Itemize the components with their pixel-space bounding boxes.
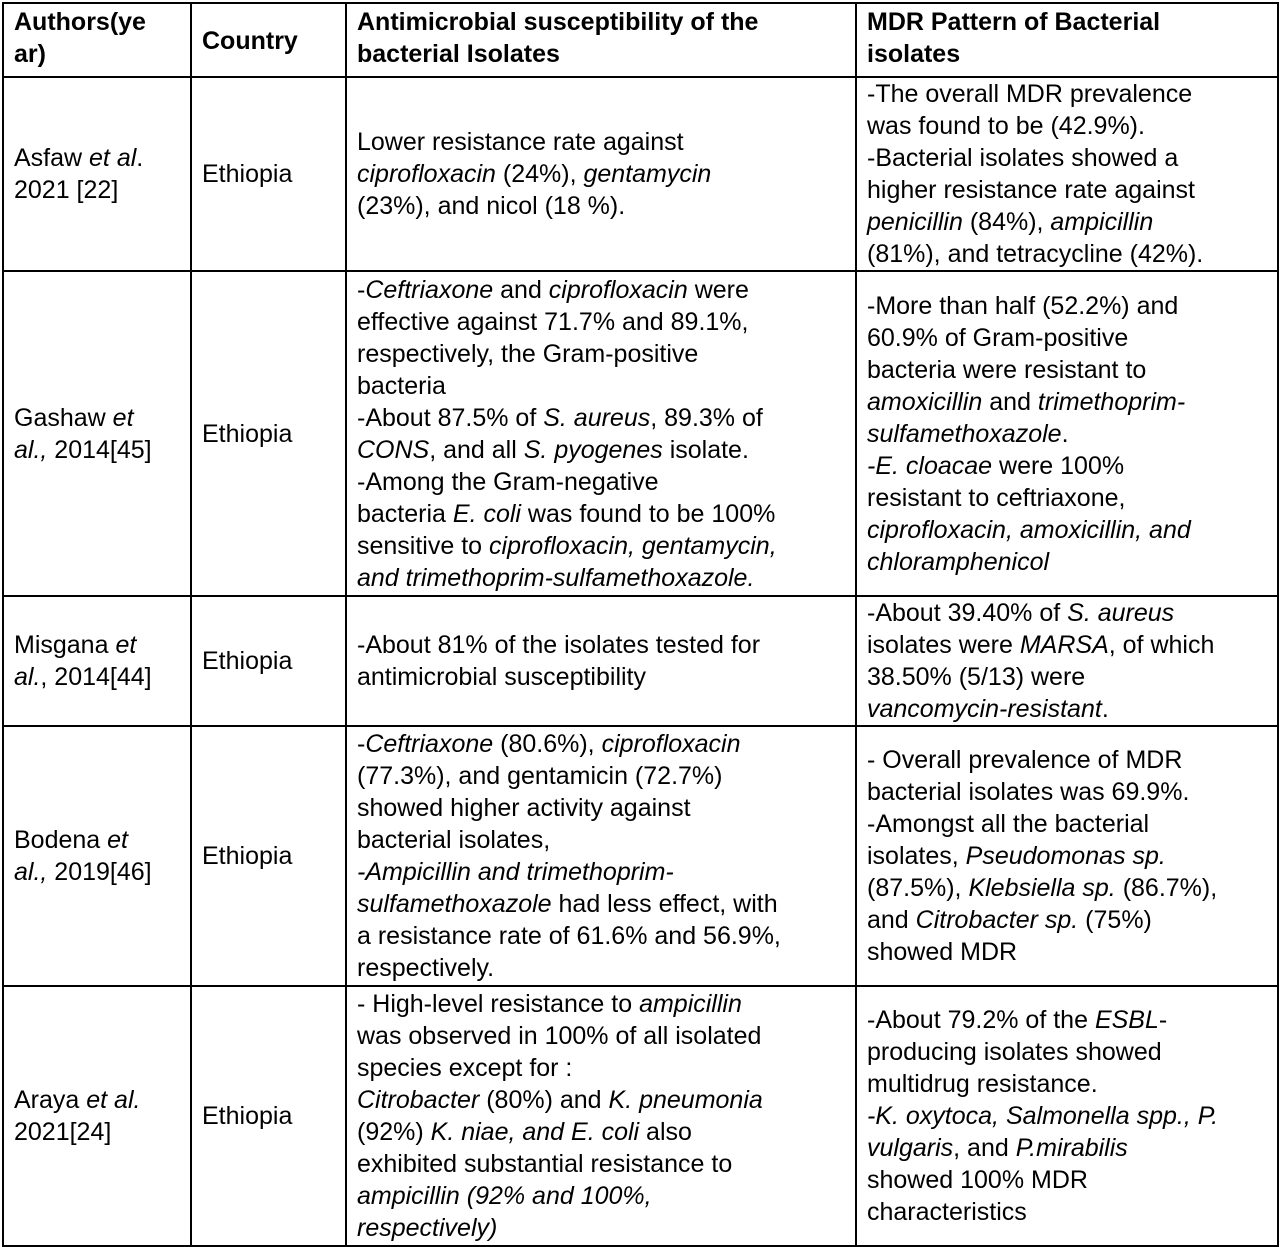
text-run: et bbox=[112, 403, 134, 432]
text-run: -E. cloacae bbox=[867, 451, 993, 480]
text-run: Citrobacter bbox=[357, 1086, 480, 1114]
text-run: et bbox=[107, 826, 128, 854]
mdr-cell bbox=[856, 77, 1278, 271]
mdr-line bbox=[867, 482, 1273, 514]
mdr-line bbox=[867, 386, 1273, 418]
mdr-line bbox=[867, 450, 1273, 482]
text-run: (80%) and bbox=[479, 1086, 609, 1114]
country-cell bbox=[191, 596, 346, 726]
mdr-cell bbox=[856, 596, 1278, 726]
text-run: , and bbox=[953, 1134, 1016, 1162]
mdr-line bbox=[867, 693, 1273, 725]
text-run: penicillin bbox=[867, 208, 963, 236]
text-run: ciprofloxacin, amoxicillin, and bbox=[867, 515, 1191, 544]
text-run: -K. oxytoca, Salmonella spp., P. bbox=[867, 1102, 1219, 1130]
text-run: , 2014[44] bbox=[40, 663, 152, 691]
mdr-cell bbox=[856, 726, 1278, 986]
authors-line bbox=[14, 434, 186, 466]
text-run: et bbox=[115, 631, 137, 659]
text-run: Bodena bbox=[14, 826, 108, 854]
text-run: (80.6%), bbox=[493, 730, 602, 758]
text-run: Asfaw bbox=[14, 144, 90, 172]
susceptibility-line bbox=[357, 1116, 851, 1148]
text-run: (75%) bbox=[1078, 906, 1152, 934]
authors-line bbox=[14, 142, 186, 174]
text-run: amoxicillin bbox=[867, 387, 983, 416]
text-run: Araya bbox=[14, 1086, 87, 1114]
text-run: Misgana bbox=[14, 631, 116, 659]
authors-line bbox=[14, 856, 186, 888]
header-mdr-line: MDR Pattern of Bacterial bbox=[867, 8, 1161, 36]
mdr-line bbox=[867, 514, 1273, 546]
susceptibility-line bbox=[357, 338, 851, 370]
mdr-line bbox=[867, 597, 1273, 629]
header-row bbox=[3, 3, 1278, 77]
mdr-line bbox=[867, 322, 1273, 354]
susceptibility-line bbox=[357, 856, 851, 888]
mdr-cell bbox=[856, 986, 1278, 1246]
header-authors-line: ar) bbox=[14, 40, 46, 68]
text-run: characteristics bbox=[867, 1198, 1027, 1226]
header-authors-line: Authors(ye bbox=[14, 8, 146, 36]
authors-cell bbox=[3, 986, 191, 1246]
text-run: S. pyogenes bbox=[523, 435, 663, 464]
mdr-line bbox=[867, 238, 1273, 270]
text-run: was found to be (42.9%). bbox=[867, 112, 1145, 140]
mdr-line bbox=[867, 904, 1273, 936]
susceptibility-line bbox=[357, 1084, 851, 1116]
mdr-line bbox=[867, 872, 1273, 904]
text-run: ampicillin bbox=[639, 990, 742, 1018]
text-run: respectively) bbox=[357, 1214, 498, 1242]
susceptibility-line bbox=[357, 402, 851, 434]
mdr-line bbox=[867, 629, 1273, 661]
text-run: -Bacterial isolates showed a bbox=[867, 144, 1179, 172]
country-value: Ethiopia bbox=[202, 1102, 293, 1130]
text-run: 2014[45] bbox=[47, 435, 152, 464]
susceptibility-line bbox=[357, 988, 851, 1020]
susceptibility-line bbox=[357, 1180, 851, 1212]
text-run: -About 39.40% of bbox=[867, 599, 1068, 627]
susceptibility-cell bbox=[346, 77, 856, 271]
text-run: Lower resistance rate against bbox=[357, 128, 684, 156]
text-run: trimethoprim- bbox=[1037, 387, 1186, 416]
authors-cell bbox=[3, 596, 191, 726]
text-run: , of which bbox=[1108, 631, 1215, 659]
mdr-line bbox=[867, 110, 1273, 142]
susceptibility-line bbox=[357, 306, 851, 338]
header-mdr bbox=[856, 3, 1278, 77]
text-run: (86.7%), bbox=[1115, 874, 1218, 902]
susceptibility-line bbox=[357, 466, 851, 498]
text-run: bacteria bbox=[357, 499, 453, 528]
header-susceptibility bbox=[346, 3, 856, 77]
authors-cell bbox=[3, 271, 191, 596]
susceptibility-line bbox=[357, 274, 851, 306]
text-run: ciprofloxacin bbox=[601, 730, 741, 758]
text-run: and bbox=[493, 275, 549, 304]
text-run: . bbox=[1101, 695, 1109, 723]
susceptibility-cell bbox=[346, 726, 856, 986]
text-run: , and all bbox=[429, 435, 524, 464]
text-run: producing isolates showed bbox=[867, 1038, 1162, 1066]
text-run: ampicillin bbox=[1050, 208, 1154, 236]
text-run: ampicillin (92% and 100%, bbox=[357, 1182, 652, 1210]
text-run: Citrobacter sp. bbox=[915, 906, 1079, 934]
country-cell bbox=[191, 77, 346, 271]
text-run: (81%), and tetracycline (42%). bbox=[867, 240, 1204, 268]
header-country bbox=[191, 3, 346, 77]
text-run: exhibited substantial resistance to bbox=[357, 1150, 733, 1178]
text-run: sulfamethoxazole bbox=[357, 890, 552, 918]
susceptibility-line bbox=[357, 158, 851, 190]
text-run: isolates were bbox=[867, 631, 1020, 659]
text-run: 2019[46] bbox=[47, 858, 152, 886]
susceptibility-cell bbox=[346, 596, 856, 726]
susceptibility-line bbox=[357, 952, 851, 984]
table-body bbox=[3, 77, 1278, 1246]
text-run: and bbox=[867, 906, 916, 934]
text-run: (24%), bbox=[495, 160, 584, 188]
text-run: isolate. bbox=[662, 435, 749, 464]
text-run: sulfamethoxazole bbox=[867, 419, 1062, 448]
susceptibility-line bbox=[357, 498, 851, 530]
susceptibility-line bbox=[357, 888, 851, 920]
text-run: (84%), bbox=[962, 208, 1051, 236]
text-run: K. niae, and E. coli bbox=[430, 1118, 640, 1146]
susceptibility-line bbox=[357, 562, 851, 594]
country-cell bbox=[191, 726, 346, 986]
text-run: 38.50% (5/13) were bbox=[867, 663, 1086, 691]
text-run: bacterial isolates was 69.9%. bbox=[867, 778, 1190, 806]
text-run: species except for : bbox=[357, 1054, 573, 1082]
mdr-line bbox=[867, 1100, 1273, 1132]
review-table bbox=[2, 2, 1279, 1247]
authors-line bbox=[14, 174, 186, 206]
text-run: - bbox=[357, 730, 366, 758]
text-run: E. coli bbox=[452, 499, 521, 528]
authors-line bbox=[14, 1116, 186, 1148]
susceptibility-cell bbox=[346, 986, 856, 1246]
text-run: S. aureus bbox=[1067, 599, 1175, 627]
susceptibility-line bbox=[357, 760, 851, 792]
header-susceptibility-line: bacterial Isolates bbox=[357, 40, 560, 68]
text-run: . bbox=[136, 144, 144, 172]
header-authors bbox=[3, 3, 191, 77]
mdr-line bbox=[867, 206, 1273, 238]
table-row bbox=[3, 596, 1278, 726]
country-value: Ethiopia bbox=[202, 647, 293, 675]
text-run: was observed in 100% of all isolated bbox=[357, 1022, 762, 1050]
susceptibility-line bbox=[357, 1020, 851, 1052]
mdr-line bbox=[867, 808, 1273, 840]
mdr-line bbox=[867, 354, 1273, 386]
authors-cell bbox=[3, 726, 191, 986]
text-run: (92%) bbox=[357, 1118, 431, 1146]
text-run: bacteria bbox=[357, 371, 446, 400]
text-run: Gashaw bbox=[14, 403, 113, 432]
text-run: had less effect, with bbox=[551, 890, 778, 918]
susceptibility-cell bbox=[346, 271, 856, 596]
text-run: -Among the Gram-negative bbox=[357, 467, 659, 496]
header-country-label: Country bbox=[202, 27, 298, 55]
text-run: showed 100% MDR bbox=[867, 1166, 1088, 1194]
susceptibility-line bbox=[357, 126, 851, 158]
text-run: . bbox=[1061, 419, 1069, 448]
mdr-line bbox=[867, 1164, 1273, 1196]
text-run: 2021 [22] bbox=[14, 176, 119, 204]
mdr-line bbox=[867, 840, 1273, 872]
text-run: 2021[24] bbox=[14, 1118, 112, 1146]
susceptibility-line bbox=[357, 1148, 851, 1180]
text-run: antimicrobial susceptibility bbox=[357, 663, 647, 691]
susceptibility-line bbox=[357, 434, 851, 466]
text-run: sensitive to bbox=[357, 531, 490, 560]
text-run: -About 79.2% of the bbox=[867, 1006, 1095, 1034]
text-run: S. aureus bbox=[543, 403, 651, 432]
text-run: ESBL bbox=[1094, 1006, 1159, 1034]
text-run: and trimethoprim-sulfamethoxazole. bbox=[357, 563, 755, 592]
text-run: Klebsiella sp. bbox=[968, 874, 1116, 902]
text-run: -About 81% of the isolates tested for bbox=[357, 631, 761, 659]
country-value: Ethiopia bbox=[202, 842, 293, 870]
susceptibility-line bbox=[357, 190, 851, 222]
text-run: - High-level resistance to bbox=[357, 990, 640, 1018]
text-run: bacteria were resistant to bbox=[867, 355, 1147, 384]
text-run: K. pneumonia bbox=[608, 1086, 763, 1114]
susceptibility-line bbox=[357, 920, 851, 952]
table-row bbox=[3, 77, 1278, 271]
header-susceptibility-line: Antimicrobial susceptibility of the bbox=[357, 8, 759, 36]
text-run: ciprofloxacin, gentamycin, bbox=[489, 531, 777, 560]
susceptibility-line bbox=[357, 792, 851, 824]
text-run: P.mirabilis bbox=[1015, 1134, 1128, 1162]
authors-cell bbox=[3, 77, 191, 271]
mdr-line bbox=[867, 418, 1273, 450]
mdr-line bbox=[867, 1132, 1273, 1164]
susceptibility-line bbox=[357, 370, 851, 402]
header-mdr-line: isolates bbox=[867, 40, 961, 68]
text-run: (77.3%), and gentamicin (72.7%) bbox=[357, 762, 723, 790]
authors-line bbox=[14, 402, 186, 434]
text-run: isolates, bbox=[867, 842, 966, 870]
country-value: Ethiopia bbox=[202, 160, 293, 188]
susceptibility-line bbox=[357, 530, 851, 562]
country-cell bbox=[191, 986, 346, 1246]
text-run: multidrug resistance. bbox=[867, 1070, 1098, 1098]
text-run: et al. bbox=[86, 1086, 141, 1114]
text-run: were bbox=[687, 275, 749, 304]
susceptibility-line bbox=[357, 629, 851, 661]
mdr-line bbox=[867, 174, 1273, 206]
mdr-line bbox=[867, 776, 1273, 808]
text-run: respectively. bbox=[357, 954, 495, 982]
text-run: Ceftriaxone bbox=[365, 730, 494, 758]
text-run: -More than half (52.2%) and bbox=[867, 291, 1179, 320]
text-run: was found to be 100% bbox=[520, 499, 776, 528]
susceptibility-line bbox=[357, 1212, 851, 1244]
text-run: were 100% bbox=[992, 451, 1125, 480]
text-run: showed MDR bbox=[867, 938, 1018, 966]
text-run: resistant to ceftriaxone, bbox=[867, 483, 1126, 512]
text-run: (23%), and nicol (18 %). bbox=[357, 192, 626, 220]
text-run: vulgaris bbox=[867, 1134, 954, 1162]
mdr-line bbox=[867, 936, 1273, 968]
mdr-line bbox=[867, 1068, 1273, 1100]
mdr-line bbox=[867, 1196, 1273, 1228]
text-run: -Amongst all the bacterial bbox=[867, 810, 1150, 838]
text-run: respectively, the Gram-positive bbox=[357, 339, 699, 368]
text-run: et al bbox=[89, 144, 137, 172]
text-run: ciprofloxacin bbox=[548, 275, 688, 304]
text-run: also bbox=[639, 1118, 692, 1146]
country-value: Ethiopia bbox=[202, 419, 293, 448]
text-run: vancomycin-resistant bbox=[867, 695, 1102, 723]
text-run: and bbox=[982, 387, 1038, 416]
text-run: gentamycin bbox=[583, 160, 712, 188]
text-run: MARSA bbox=[1019, 631, 1109, 659]
text-run: effective against 71.7% and 89.1%, bbox=[357, 307, 749, 336]
mdr-line bbox=[867, 290, 1273, 322]
text-run: chloramphenicol bbox=[867, 547, 1050, 576]
table-row bbox=[3, 271, 1278, 596]
susceptibility-line bbox=[357, 824, 851, 856]
text-run: -Ampicillin and trimethoprim- bbox=[357, 858, 674, 886]
mdr-line bbox=[867, 546, 1273, 578]
text-run: showed higher activity against bbox=[357, 794, 691, 822]
text-run: ciprofloxacin bbox=[357, 160, 496, 188]
text-run: bacterial isolates, bbox=[357, 826, 551, 854]
authors-line bbox=[14, 661, 186, 693]
text-run: 60.9% of Gram-positive bbox=[867, 323, 1129, 352]
text-run: higher resistance rate against bbox=[867, 176, 1195, 204]
susceptibility-line bbox=[357, 661, 851, 693]
text-run: Ceftriaxone bbox=[365, 275, 494, 304]
susceptibility-line bbox=[357, 1052, 851, 1084]
authors-line bbox=[14, 824, 186, 856]
mdr-line bbox=[867, 78, 1273, 110]
text-run: al., bbox=[14, 435, 48, 464]
mdr-line bbox=[867, 661, 1273, 693]
table-row bbox=[3, 726, 1278, 986]
text-run: - Overall prevalence of MDR bbox=[867, 746, 1183, 774]
text-run: -About 87.5% of bbox=[357, 403, 544, 432]
text-run: al. bbox=[14, 663, 41, 691]
text-run: Pseudomonas sp. bbox=[965, 842, 1166, 870]
mdr-line bbox=[867, 1036, 1273, 1068]
country-cell bbox=[191, 271, 346, 596]
mdr-line bbox=[867, 1004, 1273, 1036]
text-run: al., bbox=[14, 858, 48, 886]
text-run: - bbox=[357, 275, 366, 304]
authors-line bbox=[14, 629, 186, 661]
table-row bbox=[3, 986, 1278, 1246]
text-run: a resistance rate of 61.6% and 56.9%, bbox=[357, 922, 781, 950]
text-run: -The overall MDR prevalence bbox=[867, 80, 1193, 108]
mdr-line bbox=[867, 142, 1273, 174]
authors-line bbox=[14, 1084, 186, 1116]
text-run: CONS bbox=[357, 435, 430, 464]
text-run: - bbox=[1158, 1006, 1168, 1034]
susceptibility-line bbox=[357, 728, 851, 760]
mdr-cell bbox=[856, 271, 1278, 596]
text-run: (87.5%), bbox=[867, 874, 969, 902]
text-run: , 89.3% of bbox=[650, 403, 763, 432]
mdr-line bbox=[867, 744, 1273, 776]
